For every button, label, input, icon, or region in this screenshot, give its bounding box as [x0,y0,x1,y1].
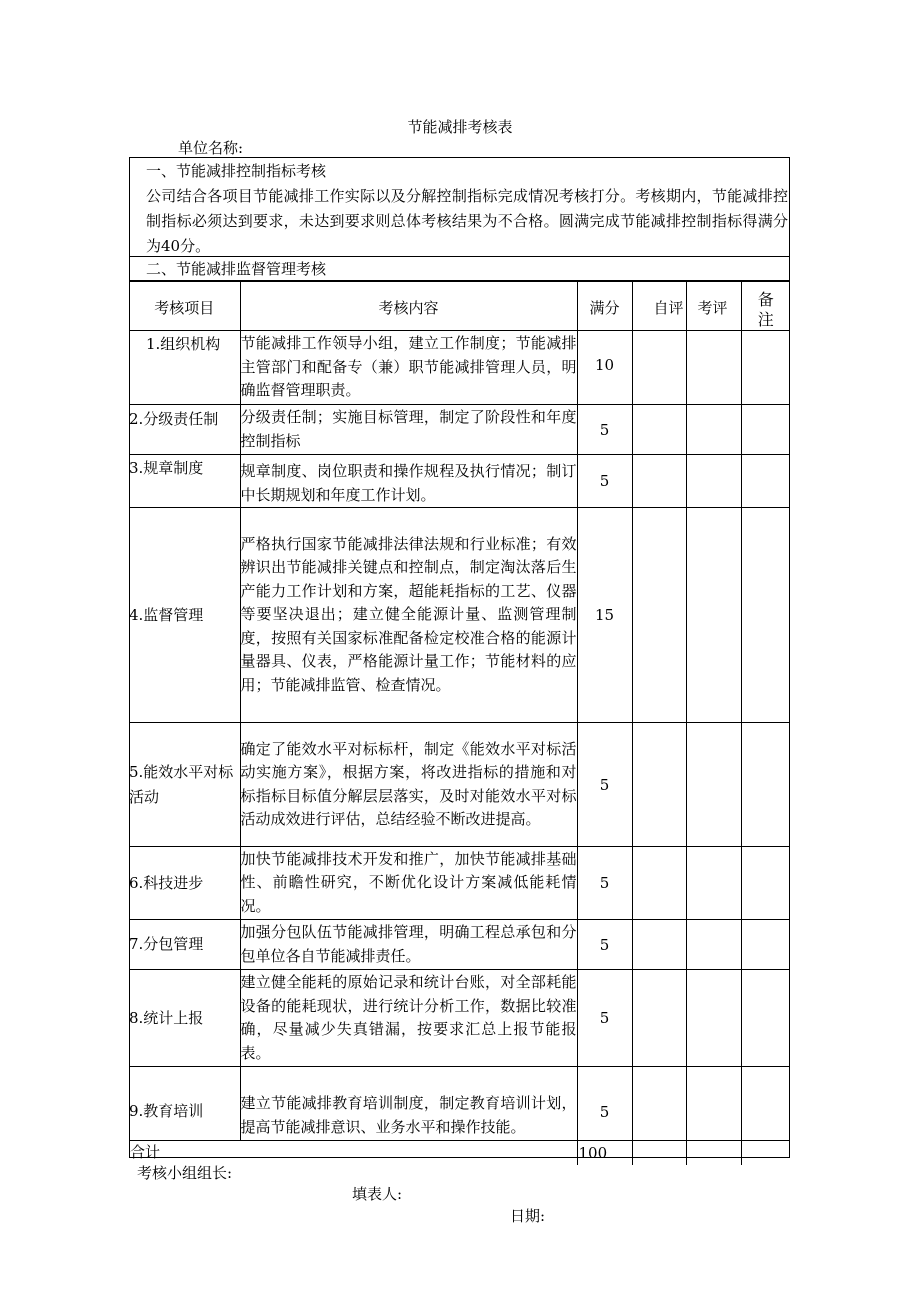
note-cell[interactable] [741,847,790,920]
self-eval-cell[interactable] [632,1067,686,1141]
header-self-eval: 自评 [632,282,686,331]
self-eval-cell[interactable] [632,508,686,723]
table-row [129,1067,790,1141]
note-cell[interactable] [741,1141,790,1165]
table-row [129,405,790,455]
section1-heading: 一、节能减排控制指标考核 [146,162,327,180]
row-score: 5 [577,455,632,508]
table-row [129,920,790,970]
row-score: 5 [577,970,632,1067]
row-content: 加强分包队伍节能减排管理，明确工程总承包和分包单位各自节能减排责任。 [240,920,577,970]
table-header-row [129,282,790,331]
header-review: 考评 [686,282,741,331]
assessment-leader-label: 考核小组组长: [137,1164,233,1182]
review-cell[interactable] [686,970,741,1067]
review-cell[interactable] [686,331,741,405]
self-eval-cell[interactable] [632,970,686,1067]
review-cell[interactable] [686,723,741,847]
section-control-indicators [130,158,789,257]
row-score: 5 [577,723,632,847]
note-cell[interactable] [741,1067,790,1141]
row-item: 8.统计上报 [129,970,240,1067]
row-score: 5 [577,405,632,455]
row-item: 4.监督管理 [129,508,240,723]
row-content: 分级责任制；实施目标管理，制定了阶段性和年度控制指标 [240,405,577,455]
header-score: 满分 [577,282,632,331]
row-score: 15 [577,508,632,723]
note-cell[interactable] [741,723,790,847]
review-cell[interactable] [686,455,741,508]
self-eval-cell[interactable] [632,455,686,508]
row-item: 5.能效水平对标活动 [129,723,240,847]
form-filler-label: 填表人: [352,1185,403,1203]
self-eval-cell[interactable] [632,920,686,970]
header-content: 考核内容 [240,282,577,331]
row-item: 2.分级责任制 [129,405,240,455]
table-row [129,508,790,723]
assessment-form [129,157,790,1162]
self-eval-cell[interactable] [632,723,686,847]
row-item: 7.分包管理 [129,920,240,970]
row-item: 9.教育培训 [129,1067,240,1141]
note-cell[interactable] [741,508,790,723]
row-content: 规章制度、岗位职责和操作规程及执行情况；制订中长期规划和年度工作计划。 [240,455,577,508]
review-cell[interactable] [686,847,741,920]
table-row [129,970,790,1067]
self-eval-cell[interactable] [632,331,686,405]
review-cell[interactable] [686,508,741,723]
row-score: 5 [577,1067,632,1141]
note-cell[interactable] [741,455,790,508]
table-row [129,331,790,405]
row-content: 建立节能减排教育培训制度，制定教育培训计划，提高节能减排意识、业务水平和操作技能。 [240,1067,577,1141]
review-cell[interactable] [686,405,741,455]
table-row [129,847,790,920]
note-cell[interactable] [741,405,790,455]
row-content: 建立健全能耗的原始记录和统计台账，对全部耗能设备的能耗现状，进行统计分析工作，数据比较准确，尽量减少失真错漏，按要求汇总上报节能报表。 [240,970,577,1067]
row-score: 10 [577,331,632,405]
row-content: 确定了能效水平对标标杆，制定《能效水平对标活动实施方案》，根据方案，将改进指标的措施和对标指标目标值分解层层落实，及时对能效水平对标活动成效进行评估，总结经验不断改进提高。 [240,723,577,847]
self-eval-cell[interactable] [632,1141,686,1165]
section1-body: 公司结合各项目节能减排工作实际以及分解控制指标完成情况考核打分。考核期内，节能减排控制指标必须达到要求，未达到要求则总体考核结果为不合格。圆满完成节能减排控制指标得满分为40分。 [146,187,788,255]
document-title: 节能减排考核表 [407,118,513,136]
review-cell[interactable] [686,1067,741,1141]
row-item: 1.组织机构 [129,331,240,405]
row-content: 加快节能减排技术开发和推广，加快节能减排基础性、前瞻性研究，不断优化设计方案减低能耗情况。 [240,847,577,920]
table-row [129,723,790,847]
date-label: 日期: [510,1207,546,1225]
table-row [129,455,790,508]
row-item: 3.规章制度 [129,455,240,508]
note-cell[interactable] [741,970,790,1067]
assessment-table [129,281,790,1165]
note-cell[interactable] [741,331,790,405]
table-total-row [129,1141,790,1165]
total-score: 100 [577,1141,632,1165]
row-item: 6.科技进步 [129,847,240,920]
note-cell[interactable] [741,920,790,970]
review-cell[interactable] [686,1141,741,1165]
self-eval-cell[interactable] [632,405,686,455]
header-item: 考核项目 [129,282,240,331]
row-content: 节能减排工作领导小组，建立工作制度；节能减排主管部门和配备专（兼）职节能减排管理人员，明确监督管理职责。 [240,331,577,405]
row-content: 严格执行国家节能减排法律法规和行业标准；有效辨识出节能减排关键点和控制点，制定淘汰落后生产能力工作计划和方案，超能耗指标的工艺、仪器等要坚决退出；建立健全能源计量、监测管理制度，按照有关国家标准配备检定校准合格的能源计量器具、仪表，严格能源计量工作；节能材料的应用；节能减排监管、检查情况。 [240,508,577,723]
section2-heading: 二、节能减排监督管理考核 [146,260,327,278]
header-note: 备注 [741,282,790,331]
section-supervision [130,257,789,281]
self-eval-cell[interactable] [632,847,686,920]
row-score: 5 [577,920,632,970]
total-label: 合计 [129,1141,577,1165]
unit-name-label: 单位名称: [178,139,244,157]
row-score: 5 [577,847,632,920]
review-cell[interactable] [686,920,741,970]
